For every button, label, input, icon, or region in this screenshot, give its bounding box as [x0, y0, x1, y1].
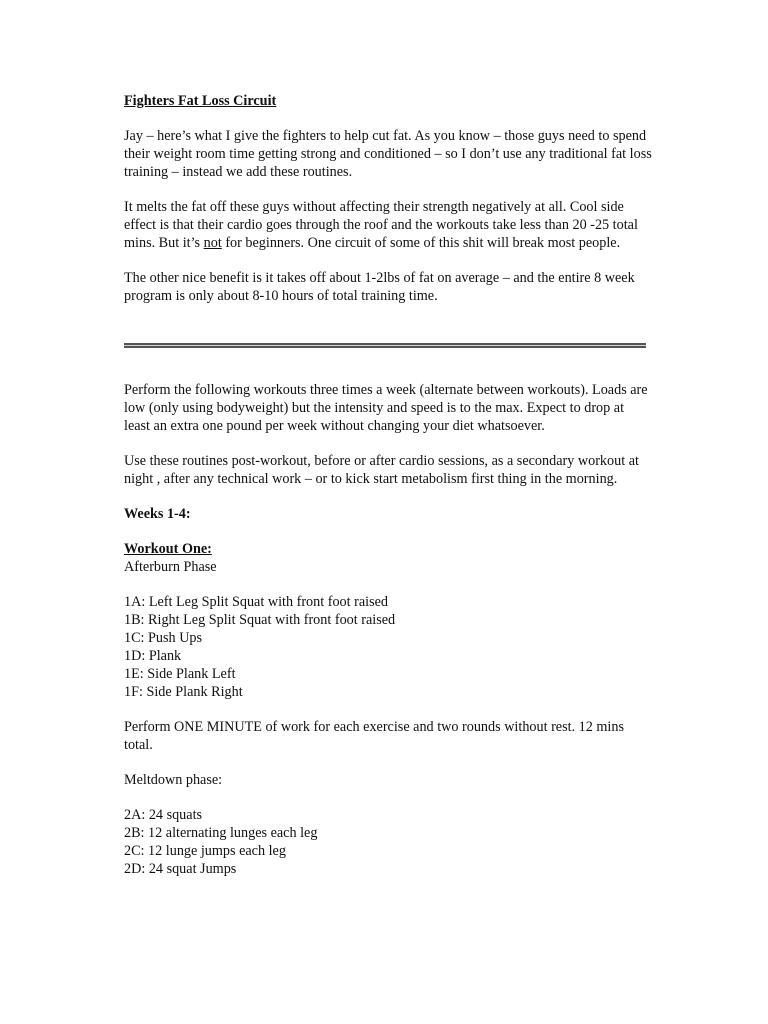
weeks-heading: Weeks 1-4: [124, 506, 191, 522]
list-item: 1D: Plank [124, 648, 182, 664]
meltdown-exercise-list [124, 806, 652, 878]
program-paragraph: The other nice benefit is it takes off about 1-2lbs of fat on average – and the entire 8 week program is only about 8-10 hours of total training time. [124, 270, 635, 304]
section-divider [124, 343, 646, 348]
usage-paragraph: Use these routines post-workout, before or after cardio sessions, as a secondary workout at night , after any technical work – or to kick start metabolism first thing in the morning. [124, 453, 639, 487]
meltdown-label: Meltdown phase: [124, 772, 223, 788]
list-item: 1C: Push Ups [124, 630, 203, 646]
list-item: 1E: Side Plank Left [124, 666, 236, 682]
list-item: 2C: 12 lunge jumps each leg [124, 843, 286, 859]
frequency-paragraph: Perform the following workouts three times a week (alternate between workouts). Loads are low (only using bodyweight) but the intensity and speed is to the max. Expect to drop at least an extra one pound per week without changing your diet whatsoever. [124, 382, 648, 434]
intro-paragraph: Jay – here’s what I give the fighters to help cut fat. As you know – those guys need to spend their weight room time getting strong and conditioned – so I don’t use any traditional fat loss training – instead we add these routines. [124, 128, 652, 180]
document-lower [124, 381, 652, 895]
benefit-paragraph [124, 198, 652, 252]
list-item: 1A: Left Leg Split Squat with front foot raised [124, 594, 388, 610]
document-upper [124, 92, 652, 322]
workout-one-title: Workout One: [124, 541, 212, 557]
list-item: 2D: 24 squat Jumps [124, 861, 237, 877]
afterburn-exercise-list [124, 593, 652, 701]
list-item: 2A: 24 squats [124, 807, 203, 823]
document-title: Fighters Fat Loss Circuit [124, 93, 277, 109]
emphasis-not: not [203, 235, 222, 251]
workout-instructions: Perform ONE MINUTE of work for each exercise and two rounds without rest. 12 mins total. [124, 719, 624, 753]
list-item: 1B: Right Leg Split Squat with front foot raised [124, 612, 396, 628]
workout-one-phase: Afterburn Phase [124, 559, 217, 575]
benefit-text-before: It melts the fat off these guys without affecting their strength negatively at all. Cool side effect is that their cardio goes through the roof and the workouts take less than 20 -25 total mins. But it’s [124, 199, 638, 251]
benefit-text-after: for beginners. One circuit of some of this shit will break most people. [221, 235, 621, 251]
list-item: 2B: 12 alternating lunges each leg [124, 825, 318, 841]
list-item: 1F: Side Plank Right [124, 684, 243, 700]
